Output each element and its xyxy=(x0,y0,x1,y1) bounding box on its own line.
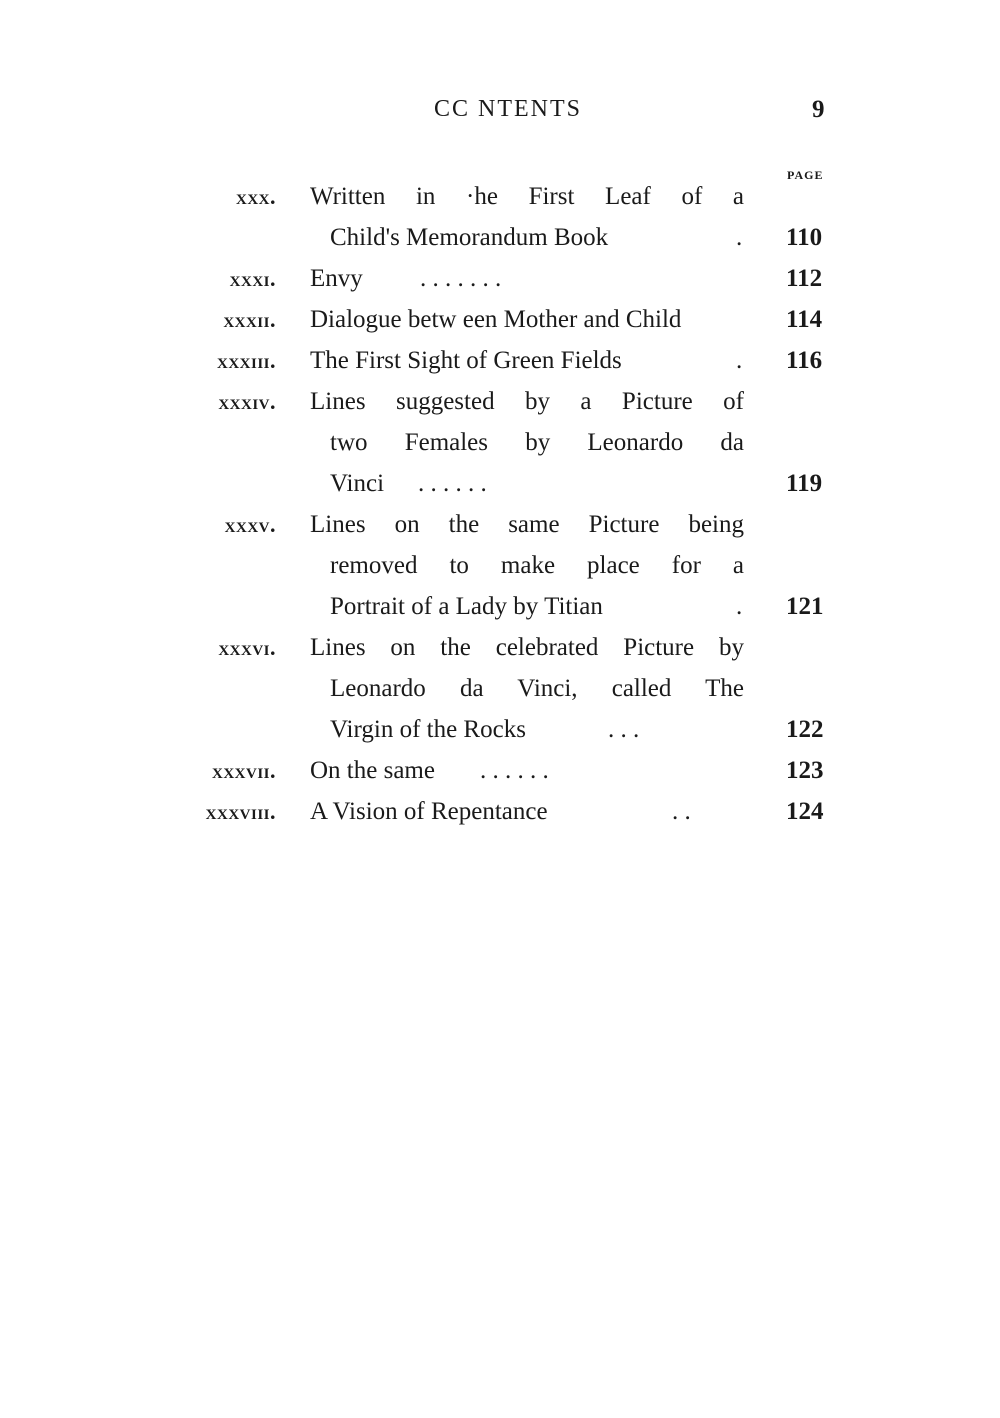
entry-title-line: removed to make place for a xyxy=(330,552,744,579)
entry-numeral: xxxvii. xyxy=(211,758,276,783)
dot-leader: . xyxy=(736,593,743,620)
entry-title-line: two Females by Leonardo da xyxy=(330,429,744,456)
entry-numeral: xxxviii. xyxy=(205,799,276,824)
toc-line xyxy=(180,422,860,463)
dot-leader: . . xyxy=(672,798,691,825)
toc-line xyxy=(180,299,860,340)
entry-title-line: Virgin of the Rocks xyxy=(330,716,526,743)
entry-title-line: Leonardo da Vinci, called The xyxy=(330,675,744,702)
toc-line xyxy=(180,586,860,627)
entry-title-line: Lines on the same Picture being xyxy=(310,511,744,538)
dot-leader: . xyxy=(736,347,743,374)
running-title: CC NTENTS xyxy=(434,96,583,122)
toc-line xyxy=(180,750,860,791)
entry-numeral: xxxv. xyxy=(224,512,276,537)
toc-line xyxy=(180,217,860,258)
dot-leader: . . . xyxy=(608,716,640,743)
toc-line xyxy=(180,791,860,832)
dot-leader: . . . . . . xyxy=(480,757,549,784)
toc-line xyxy=(180,504,860,545)
entry-page: 123 xyxy=(786,757,824,784)
page-number: 9 xyxy=(812,96,825,123)
entry-page: 114 xyxy=(786,306,823,333)
dot-leader: . . . . . . . xyxy=(420,265,502,292)
toc-line xyxy=(180,381,860,422)
entry-page: 122 xyxy=(786,716,824,743)
toc-line xyxy=(180,545,860,586)
toc-line xyxy=(180,176,860,217)
entry-title-line: Envy xyxy=(310,265,363,292)
entry-title-line: A Vision of Repentance xyxy=(310,798,548,825)
entry-title-line: Child's Memorandum Book xyxy=(330,224,609,251)
entry-page: 116 xyxy=(786,347,823,374)
entry-numeral: xxxii. xyxy=(223,307,276,332)
entry-title-line: Dialogue betw een Mother and Child xyxy=(310,306,682,333)
entry-page: 112 xyxy=(786,265,823,292)
entry-numeral: xxx. xyxy=(236,184,276,209)
dot-leader: . . . . . . xyxy=(418,470,487,497)
toc-line xyxy=(180,668,860,709)
entry-title-line: Lines on the celebrated Picture by xyxy=(310,634,744,661)
table-of-contents xyxy=(180,176,860,832)
entry-title-line: Portrait of a Lady by Titian xyxy=(330,593,603,620)
entry-page: 110 xyxy=(786,224,823,251)
toc-line xyxy=(180,463,860,504)
entry-numeral: xxxiii. xyxy=(216,348,276,373)
toc-line xyxy=(180,340,860,381)
entry-numeral: xxxvi. xyxy=(218,635,276,660)
page-column-label: PAGE xyxy=(787,168,824,182)
entry-page: 119 xyxy=(786,470,823,497)
dot-leader: . xyxy=(736,224,743,251)
entry-page: 124 xyxy=(786,798,824,825)
entry-numeral: xxxi. xyxy=(229,266,276,291)
toc-line xyxy=(180,258,860,299)
entry-page: 121 xyxy=(786,593,824,620)
toc-line xyxy=(180,709,860,750)
entry-title-line: Vinci xyxy=(330,470,385,497)
entry-title-line: Lines suggested by a Picture of xyxy=(310,388,744,415)
toc-line xyxy=(180,627,860,668)
entry-title-line: Written in ·he First Leaf of a xyxy=(310,183,744,210)
entry-title-line: On the same xyxy=(310,757,435,784)
entry-numeral: xxxiv. xyxy=(218,389,276,414)
entry-title-line: The First Sight of Green Fields xyxy=(310,347,622,374)
